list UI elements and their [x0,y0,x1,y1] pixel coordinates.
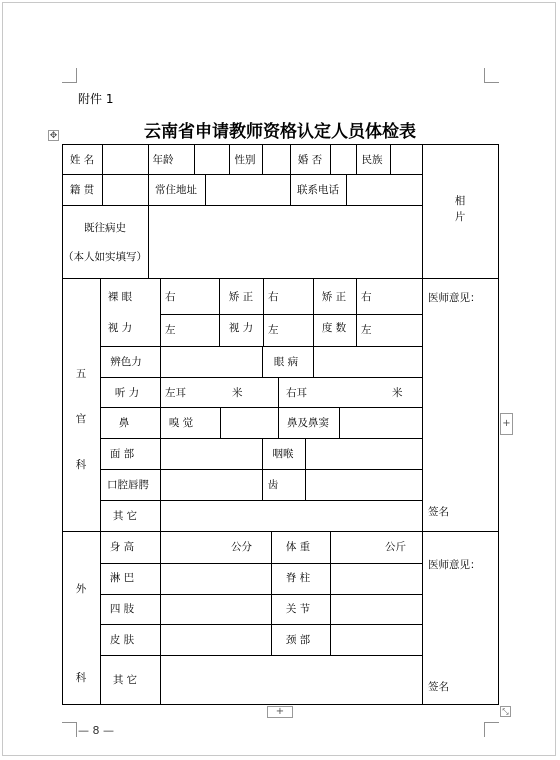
ethnicity-field[interactable] [391,145,422,174]
marital-field[interactable] [331,145,356,174]
section-eent-2: 官 [75,413,87,425]
label-skin: 皮 肤 [109,634,135,646]
label-marital: 婚 否 [297,154,323,166]
label-teeth: 齿 [267,479,279,491]
label-eent-other: 其 它 [112,510,138,522]
add-column-icon[interactable]: + [500,413,513,435]
label-gender: 性别 [234,154,256,166]
medical-history-field[interactable] [149,206,422,278]
col-line [290,144,291,206]
col-line [148,144,149,175]
label-weight-unit: 公斤 [385,541,406,553]
label-surgery-doctor-opinion: 医师意见： [428,559,481,571]
section-eent-1: 五 [75,368,87,380]
residence-field[interactable] [206,175,290,205]
label-residence: 常住地址 [155,184,197,196]
eent-other-field[interactable] [161,501,422,531]
col-line [278,407,279,439]
table-border-left [62,144,63,705]
label-color-vision: 辨色力 [110,356,142,368]
label-lymph: 淋 巴 [109,572,135,584]
label-nose: 鼻 [118,417,130,429]
label-corrected-right: 右 [268,291,279,303]
label-height: 身 高 [109,541,135,553]
label-age: 年龄 [152,154,174,166]
col-line [219,278,220,347]
col-line [278,377,279,408]
label-native-place: 籍 贯 [69,184,95,196]
label-naked-eye: 裸 眼 [107,291,133,303]
page-number [78,724,114,737]
table-move-handle-icon[interactable]: ✥ [49,131,58,141]
label-vision: 视 力 [107,322,133,334]
gender-field[interactable] [263,145,290,174]
label-neck: 颈 部 [285,634,311,646]
label-right-ear-unit: 米 [392,387,403,399]
label-spine: 脊 柱 [285,572,311,584]
label-corrected: 矫 正 [228,291,254,303]
label-joints: 关 节 [285,603,311,615]
label-name: 姓 名 [69,154,95,166]
surgery-other-field[interactable] [161,656,422,704]
label-photo-2: 片 [454,211,466,223]
page-number-dash-right: — [99,724,114,737]
label-phone: 联系电话 [297,184,339,196]
surgery-doctor-opinion-field[interactable] [423,532,498,704]
face-field[interactable] [161,439,262,469]
smell-field[interactable] [221,408,278,438]
phone-field[interactable] [347,175,422,205]
label-medical-history: 既往病史 [84,222,126,234]
label-photo-1: 相 [454,195,466,207]
label-eye-disease: 眼 病 [273,356,299,368]
row-line [160,314,423,315]
label-throat: 咽喉 [272,448,294,460]
section-eent-3: 科 [75,459,87,471]
label-naked-right: 右 [165,291,176,303]
label-left-ear: 左耳 [165,387,186,399]
col-line [271,531,272,656]
label-degree-right: 右 [361,291,372,303]
oral-field[interactable] [161,470,262,500]
label-left-ear-unit: 米 [232,387,243,399]
label-eent-doctor-opinion: 医师意见： [428,292,481,304]
label-height-unit: 公分 [231,541,252,553]
native-place-field[interactable] [103,175,148,205]
col-line [262,346,263,378]
row-line [100,594,423,595]
table-border-bottom [62,704,499,705]
col-line [229,144,230,175]
row-line [100,563,423,564]
label-face: 面 部 [109,448,135,460]
col-line [330,531,331,656]
add-row-icon[interactable]: + [267,706,293,718]
section-surgery-2: 科 [75,672,87,684]
col-line [100,278,101,705]
table-resize-handle-icon[interactable]: ⤡ [500,706,511,717]
eent-doctor-opinion-field[interactable] [423,279,498,531]
col-line [356,144,357,175]
label-degree: 度 数 [321,322,347,334]
col-line [160,377,161,408]
col-line [160,407,161,439]
table-border-right [498,144,499,705]
age-field[interactable] [195,145,229,174]
teeth-field[interactable] [306,470,422,500]
label-ethnicity: 民族 [361,154,383,166]
color-vision-field[interactable] [161,347,262,377]
label-history-note: （本人如实填写） [63,251,147,263]
label-right-ear: 右耳 [286,387,307,399]
label-surgery-signature: 签名 [428,681,449,693]
label-surgery-other: 其 它 [112,674,138,686]
label-eent-signature: 签名 [428,506,449,518]
label-weight: 体 重 [285,541,311,553]
section-surgery-1: 外 [75,583,87,595]
label-smell: 嗅 觉 [168,417,194,429]
label-corrected-left: 左 [268,324,279,336]
page-number-dash-left: — [78,724,93,737]
name-field[interactable] [103,145,148,174]
label-hearing: 听 力 [114,387,140,399]
label-oral: 口腔唇腭 [107,479,149,491]
row-line [100,624,423,625]
label-degree-left: 左 [361,324,372,336]
col-line [160,278,161,347]
attachment-label: 附件 1 [78,92,114,106]
label-corrected-degree: 矫 正 [321,291,347,303]
col-line [263,278,264,347]
label-naked-left: 左 [165,324,176,336]
label-sinus: 鼻及鼻窦 [287,417,329,429]
col-line [356,278,357,347]
document-title: 云南省申请教师资格认定人员体检表 [144,122,416,142]
sinus-field[interactable] [340,408,422,438]
throat-field[interactable] [306,439,422,469]
eye-disease-field[interactable] [314,347,422,377]
label-corrected-vision: 视 力 [228,322,254,334]
label-limbs: 四 肢 [109,603,135,615]
col-line [148,174,149,206]
page-number-value: 8 [92,724,100,737]
col-line [313,278,314,347]
col-line [262,438,263,500]
